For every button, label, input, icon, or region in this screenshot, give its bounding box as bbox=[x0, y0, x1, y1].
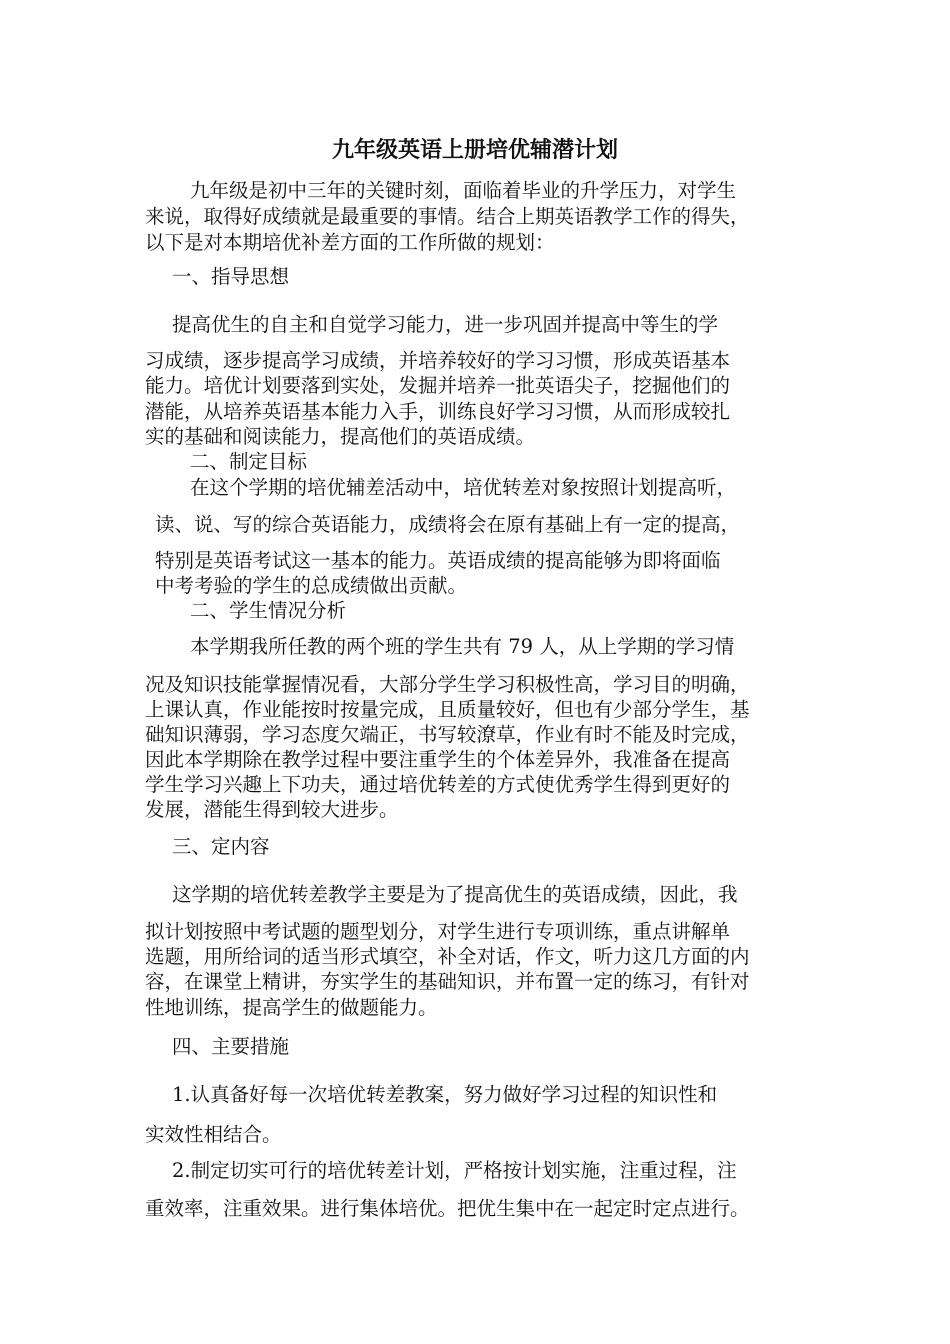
paragraph-line: 读、说、写的综合英语能力，成绩将会在原有基础上有一定的提高， bbox=[155, 513, 741, 536]
intro-line: 来说，取得好成绩就是最重要的事情。结合上期英语教学工作的得失， bbox=[145, 205, 750, 228]
paragraph-line: 况及知识技能掌握情况看，大部分学生学习积极性高，学习目的明确， bbox=[145, 673, 750, 696]
section-heading-content: 三、定内容 bbox=[172, 835, 270, 858]
paragraph-line: 因此本学期除在教学过程中要注重学生的个体差异外，我准备在提高 bbox=[145, 748, 731, 771]
section-heading-student-analysis: 二、学生情况分析 bbox=[190, 599, 347, 622]
paragraph-line: 础知识薄弱，学习态度欠端正，书写较潦草，作业有时不能及时完成， bbox=[145, 723, 750, 746]
paragraph-line: 潜能，从培养英语基本能力入手，训练良好学习习惯，从而形成较扎 bbox=[145, 400, 731, 423]
list-item-line: 重效率，注重效果。进行集体培优。把优生集中在一起定时定点进行。 bbox=[145, 1197, 750, 1220]
paragraph-line: 这学期的培优转差教学主要是为了提高优生的英语成绩，因此，我 bbox=[172, 883, 738, 906]
paragraph-line: 发展，潜能生得到较大进步。 bbox=[145, 798, 399, 821]
intro-line: 九年级是初中三年的关键时刻，面临着毕业的升学压力，对学生 bbox=[190, 179, 737, 202]
paragraph-line: 拟计划按照中考试题的题型划分，对学生进行专项训练，重点讲解单 bbox=[145, 920, 731, 943]
paragraph-line: 在这个学期的培优辅差活动中，培优转差对象按照计划提高听， bbox=[190, 476, 737, 499]
paragraph-line: 中考考验的学生的总成绩做出贡献。 bbox=[155, 574, 468, 597]
list-item-line: 1.认真备好每一次培优转差教案，努力做好学习过程的知识性和 bbox=[172, 1083, 718, 1106]
list-item-line: 2.制定切实可行的培优转差计划，严格按计划实施，注重过程，注 bbox=[172, 1159, 737, 1182]
paragraph-line: 学生学习兴趣上下功夫，通过培优转差的方式使优秀学生得到更好的 bbox=[145, 773, 731, 796]
paragraph-line: 特别是英语考试这一基本的能力。英语成绩的提高能够为即将面临 bbox=[155, 549, 721, 572]
paragraph-line: 容，在课堂上精讲，夯实学生的基础知识，并布置一定的练习，有针对 bbox=[145, 970, 750, 993]
paragraph-line: 上课认真，作业能按时按量完成，且质量较好，但也有少部分学生，基 bbox=[145, 698, 750, 721]
paragraph-line: 实的基础和阅读能力，提高他们的英语成绩。 bbox=[145, 425, 536, 448]
paragraph-line: 选题，用所给词的适当形式填空，补全对话，作文，听力这几方面的内 bbox=[145, 945, 750, 968]
paragraph-line: 习成绩，逐步提高学习成绩，并培养较好的学习习惯，形成英语基本 bbox=[145, 349, 731, 372]
paragraph-line: 性地训练，提高学生的做题能力。 bbox=[145, 996, 438, 1019]
section-heading-measures: 四、主要措施 bbox=[172, 1035, 290, 1058]
section-heading-goals: 二、制定目标 bbox=[190, 450, 308, 473]
document-title: 九年级英语上册培优辅潜计划 bbox=[331, 137, 618, 163]
paragraph-line: 本学期我所任教的两个班的学生共有 79 人，从上学期的学习情 bbox=[190, 635, 735, 658]
paragraph-line: 提高优生的自主和自觉学习能力，进一步巩固并提高中等生的学 bbox=[172, 313, 719, 336]
section-heading-guiding-ideology: 一、指导思想 bbox=[172, 265, 290, 288]
paragraph-line: 能力。培优计划要落到实处，发掘并培养一批英语尖子，挖掘他们的 bbox=[145, 374, 731, 397]
list-item-line: 实效性相结合。 bbox=[145, 1123, 282, 1146]
intro-line: 以下是对本期培优补差方面的工作所做的规划： bbox=[145, 231, 555, 254]
